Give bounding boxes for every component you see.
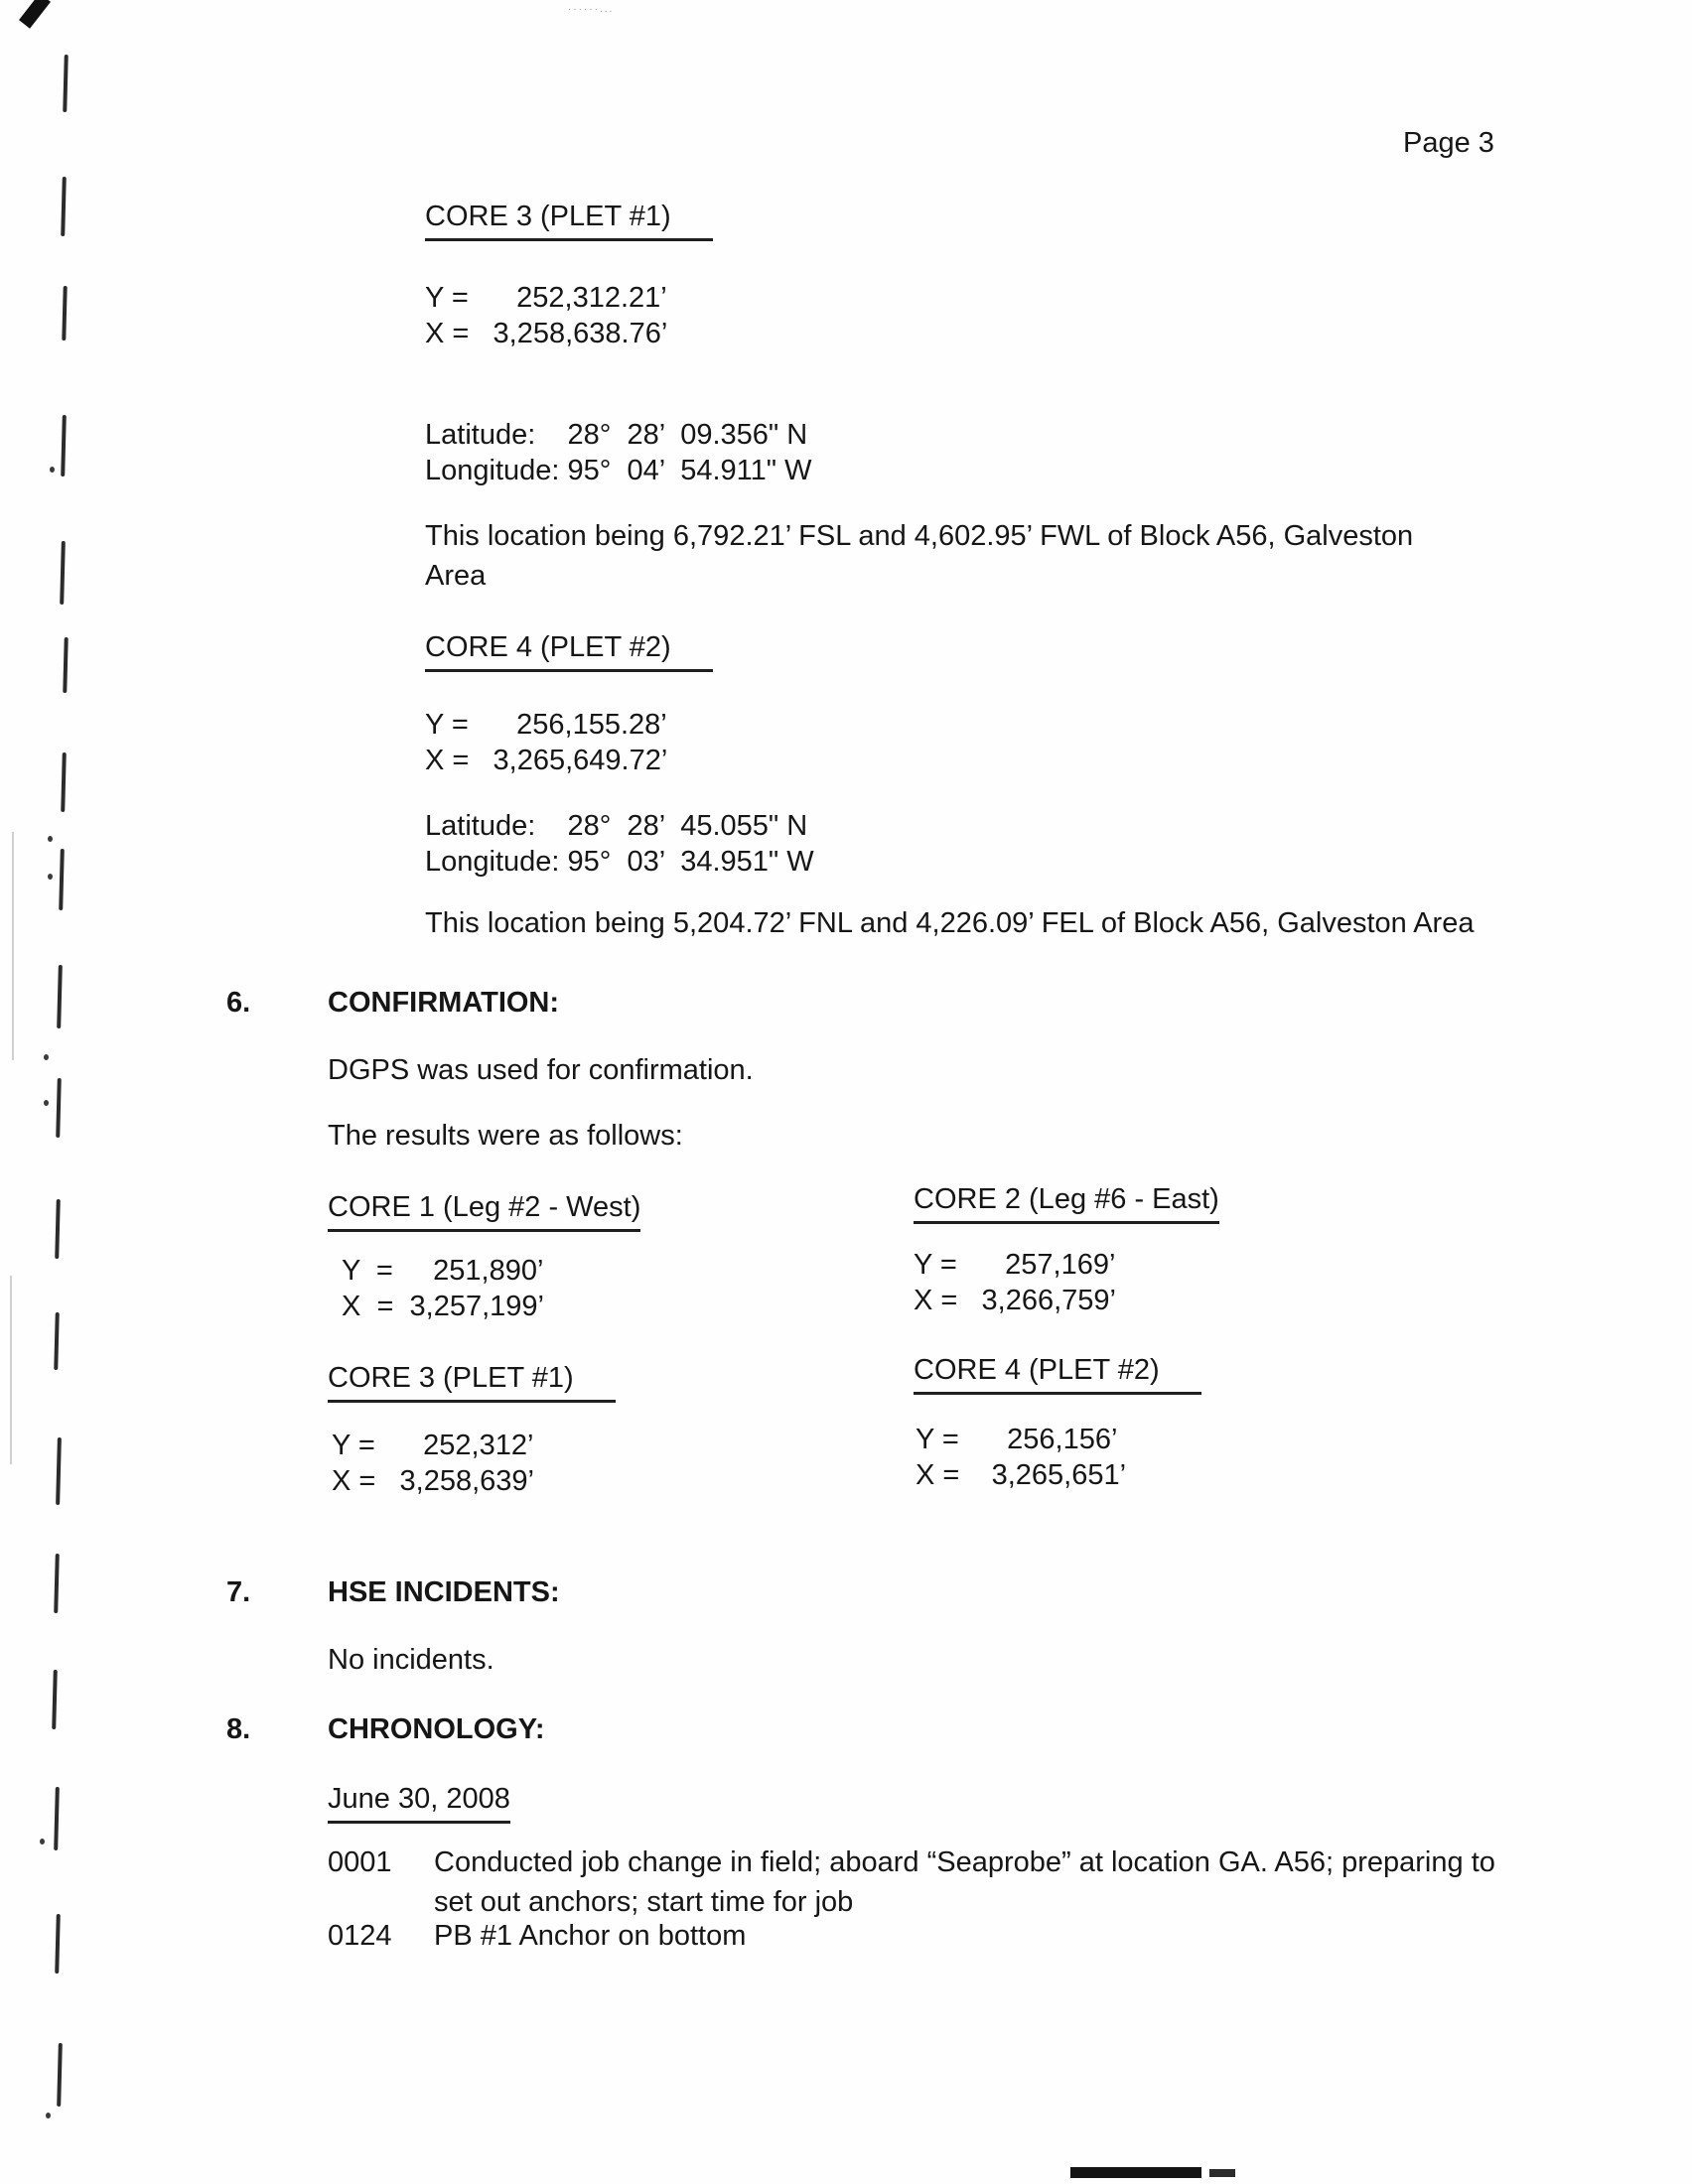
core3-location-note: This location being 6,792.21’ FSL and 4,602.95’ FWL of Block A56, Galveston Area (425, 520, 1420, 592)
section-8-number: 8. (226, 1713, 251, 1745)
confirmation-paragraph-1: DGPS was used for confirmation. (328, 1054, 754, 1086)
chronology-date-heading (328, 1779, 510, 1824)
scan-artifact-top-smudge: ······... (568, 4, 615, 13)
scan-artifact-dot (48, 836, 53, 842)
scan-artifact-bottom-bar-2 (1209, 2169, 1235, 2177)
scan-artifact-mark (59, 849, 65, 910)
scan-artifact-mark (54, 1312, 60, 1370)
core3-longitude: Longitude: 95° 04’ 54.911" W (425, 455, 812, 486)
scan-artifact-mark (56, 1078, 62, 1138)
result-core4-x: X = 3,265,651’ (916, 1459, 1127, 1491)
scan-artifact-dot (44, 1054, 49, 1060)
section-6-number: 6. (226, 987, 251, 1019)
scan-artifact-mark (61, 752, 67, 812)
core4-location-note: This location being 5,204.72’ FNL and 4,226.09’ FEL of Block A56, Galveston Area (425, 907, 1475, 939)
scan-artifact-mark (56, 1437, 62, 1505)
result-core1-heading-text: CORE 1 (Leg #2 - West) (328, 1187, 640, 1232)
scan-artifact-dot (48, 874, 53, 880)
core4-y-coordinate: Y = 256,155.28’ (425, 709, 667, 741)
scan-artifact-mark (52, 1670, 58, 1729)
confirmation-paragraph-2: The results were as follows: (328, 1120, 683, 1152)
result-core2-y: Y = 257,169’ (914, 1249, 1116, 1281)
chronology-date-heading-text: June 30, 2008 (328, 1779, 510, 1824)
core3-detail-heading (425, 197, 713, 241)
core4-longitude: Longitude: 95° 03’ 34.951" W (425, 846, 814, 878)
chronology-entry-time: 0001 (328, 1846, 392, 1878)
scan-artifact-mark (55, 1914, 61, 1974)
section-8-title: CHRONOLOGY: (328, 1713, 545, 1745)
chronology-entry-time: 0124 (328, 1920, 392, 1952)
result-core4-heading-text: CORE 4 (PLET #2) (914, 1350, 1201, 1395)
result-core3-heading (328, 1358, 616, 1403)
core3-detail-heading-text: CORE 3 (PLET #1) (425, 197, 713, 241)
scan-artifact-mark (61, 415, 67, 477)
scan-artifact-faint-line (12, 832, 14, 1060)
result-core2-heading-text: CORE 2 (Leg #6 - East) (914, 1179, 1219, 1224)
scan-artifact-mark (55, 1199, 61, 1259)
section-7-title: HSE INCIDENTS: (328, 1576, 560, 1608)
scan-artifact-mark (62, 286, 67, 341)
scan-artifact-dot (46, 2113, 51, 2118)
page-number: Page 3 (1403, 127, 1494, 159)
core3-latitude: Latitude: 28° 28’ 09.356" N (425, 419, 808, 451)
section-6-title: CONFIRMATION: (328, 987, 560, 1019)
scan-artifact-mark (54, 1554, 60, 1613)
result-core4-heading (914, 1350, 1201, 1395)
result-core1-x: X = 3,257,199’ (342, 1291, 544, 1322)
scan-artifact-mark (57, 2043, 63, 2107)
core4-detail-heading-text: CORE 4 (PLET #2) (425, 627, 713, 672)
result-core4-y: Y = 256,156’ (916, 1424, 1118, 1455)
result-core2-x: X = 3,266,759’ (914, 1285, 1116, 1316)
core3-x-coordinate: X = 3,258,638.76’ (425, 318, 668, 349)
scan-artifact-mark (60, 541, 66, 605)
result-core1-heading (328, 1187, 640, 1232)
scan-artifact-mark (63, 55, 69, 112)
core4-detail-heading (425, 627, 713, 672)
scan-artifact-mark (63, 637, 68, 693)
chronology-entry-text: Conducted job change in field; aboard “Seaprobe” at location GA. A56; preparing to set out anchors; start time for job (434, 1846, 1503, 1918)
core4-latitude: Latitude: 28° 28’ 45.055" N (425, 810, 808, 842)
core3-y-coordinate: Y = 252,312.21’ (425, 282, 667, 314)
scan-artifact-mark (54, 1787, 60, 1850)
section-7-number: 7. (226, 1576, 251, 1608)
scan-artifact-mark (61, 177, 67, 236)
scan-artifact-dot (50, 467, 55, 473)
scan-artifact-faint-line (10, 1276, 12, 1464)
scan-artifact-mark (57, 965, 63, 1028)
scan-artifact-bottom-bar (1070, 2167, 1201, 2178)
scan-artifact-dot (40, 1839, 45, 1844)
result-core2-heading (914, 1179, 1219, 1224)
core4-x-coordinate: X = 3,265,649.72’ (425, 745, 668, 776)
scan-artifact-corner (19, 0, 51, 29)
result-core3-heading-text: CORE 3 (PLET #1) (328, 1358, 616, 1403)
result-core1-y: Y = 251,890’ (342, 1255, 544, 1287)
result-core3-y: Y = 252,312’ (332, 1430, 534, 1461)
hse-paragraph: No incidents. (328, 1644, 494, 1676)
scan-artifact-dot (44, 1100, 49, 1106)
result-core3-x: X = 3,258,639’ (332, 1465, 534, 1497)
chronology-entry-text: PB #1 Anchor on bottom (434, 1920, 747, 1952)
